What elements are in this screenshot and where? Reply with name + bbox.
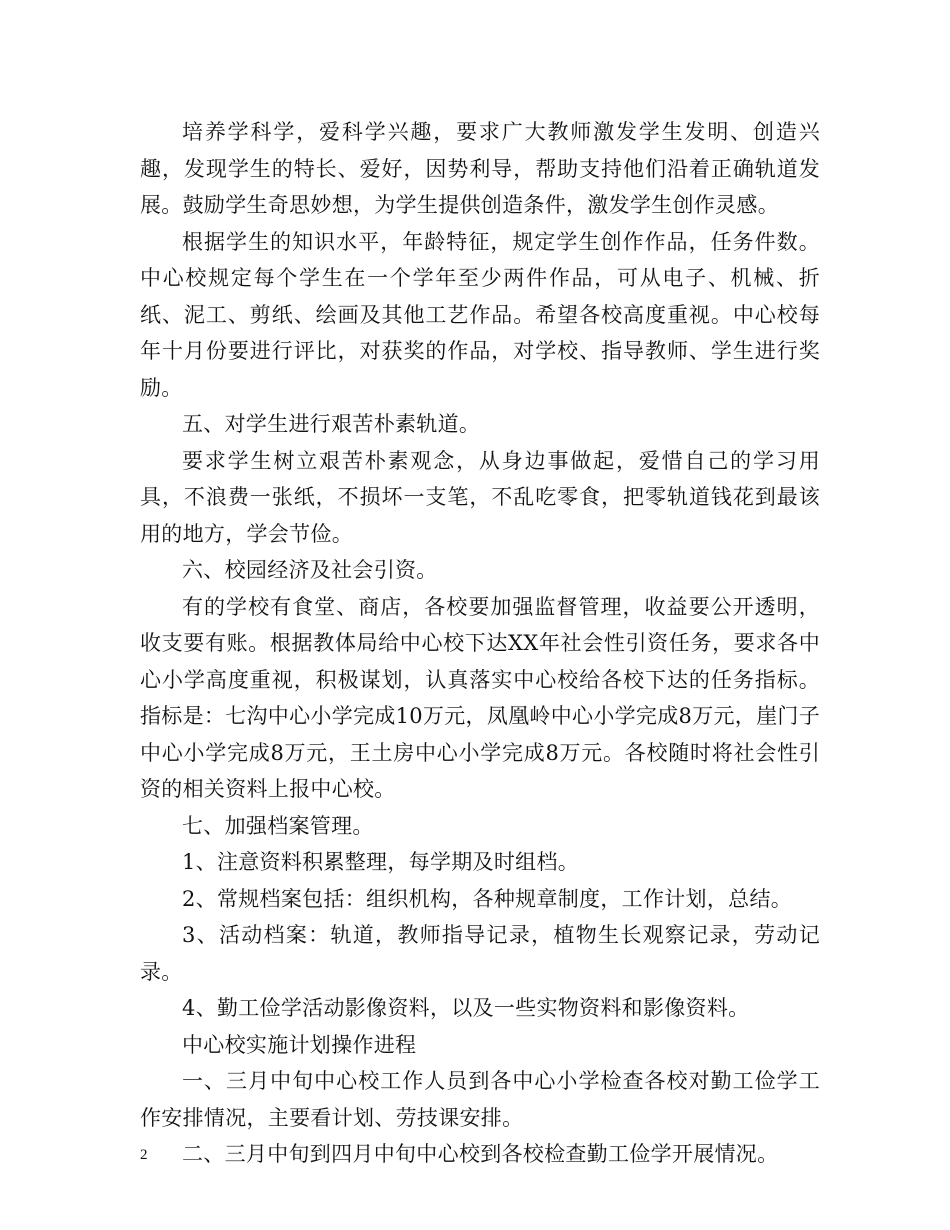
paragraph: 要求学生树立艰苦朴素观念，从身边事做起，爱惜自己的学习用具，不浪费一张纸，不损坏一支笔，不乱吃零食，把零轨道钱花到最该用的地方，学会节俭。: [140, 448, 820, 546]
page-number: 2: [140, 1147, 148, 1163]
section-heading: 六、校园经济及社会引资。: [182, 558, 438, 582]
section-heading: 中心校实施计划操作进程: [182, 1032, 417, 1057]
paragraph: 培养学科学，爱科学兴趣，要求广大教师激发学生发明、创造兴趣，发现学生的特长、爱好，因势利导，帮助支持他们沿着正确轨道发展。鼓励学生奇思妙想，为学生提供创造条件，激发学生创作灵感。: [140, 120, 820, 217]
paragraph: 一、三月中旬中心校工作人员到各中心小学检查各校对勤工俭学工作安排情况，主要看计划、劳技课安排。: [140, 1069, 820, 1130]
list-item: 3、活动档案：轨道，教师指导记录，植物生长观察记录，劳动记录。: [140, 923, 820, 984]
document-body: [140, 114, 820, 1173]
section-heading: 七、加强档案管理。: [182, 813, 374, 838]
list-item: 4、勤工俭学活动影像资料，以及一些实物资料和影像资料。: [182, 996, 750, 1020]
section-heading: 五、对学生进行艰苦朴素轨道。: [182, 412, 481, 436]
paragraph: 根据学生的知识水平，年龄特征，规定学生创作作品，任务件数。中心校规定每个学生在一个学年至少两件作品，可从电子、机械、折纸、泥工、剪纸、绘画及其他工艺作品。希望各校高度重视。中心校每年十月份要进行评比，对获奖的作品，对学校、指导教师、学生进行奖励。: [140, 229, 820, 400]
paragraph: 有的学校有食堂、商店，各校要加强监督管理，收益要公开透明，收支要有账。根据教体局给中心校下达XX年社会性引资任务，要求各中心小学高度重视，积极谋划，认真落实中心校给各校下达的任务指标。指标是：七沟中心小学完成10万元，凤凰岭中心小学完成8万元，崖门子中心小学完成8万元，王土房中心小学完成8万元。各校随时将社会性引资的相关资料上报中心校。: [140, 594, 820, 801]
list-item: 2、常规档案包括：组织机构，各种规章制度，工作计划，总结。: [182, 886, 793, 911]
paragraph: 二、三月中旬到四月中旬中心校到各校检查勤工俭学开展情况。: [182, 1142, 779, 1166]
list-item: 1、注意资料积累整理，每学期及时组档。: [182, 850, 580, 874]
